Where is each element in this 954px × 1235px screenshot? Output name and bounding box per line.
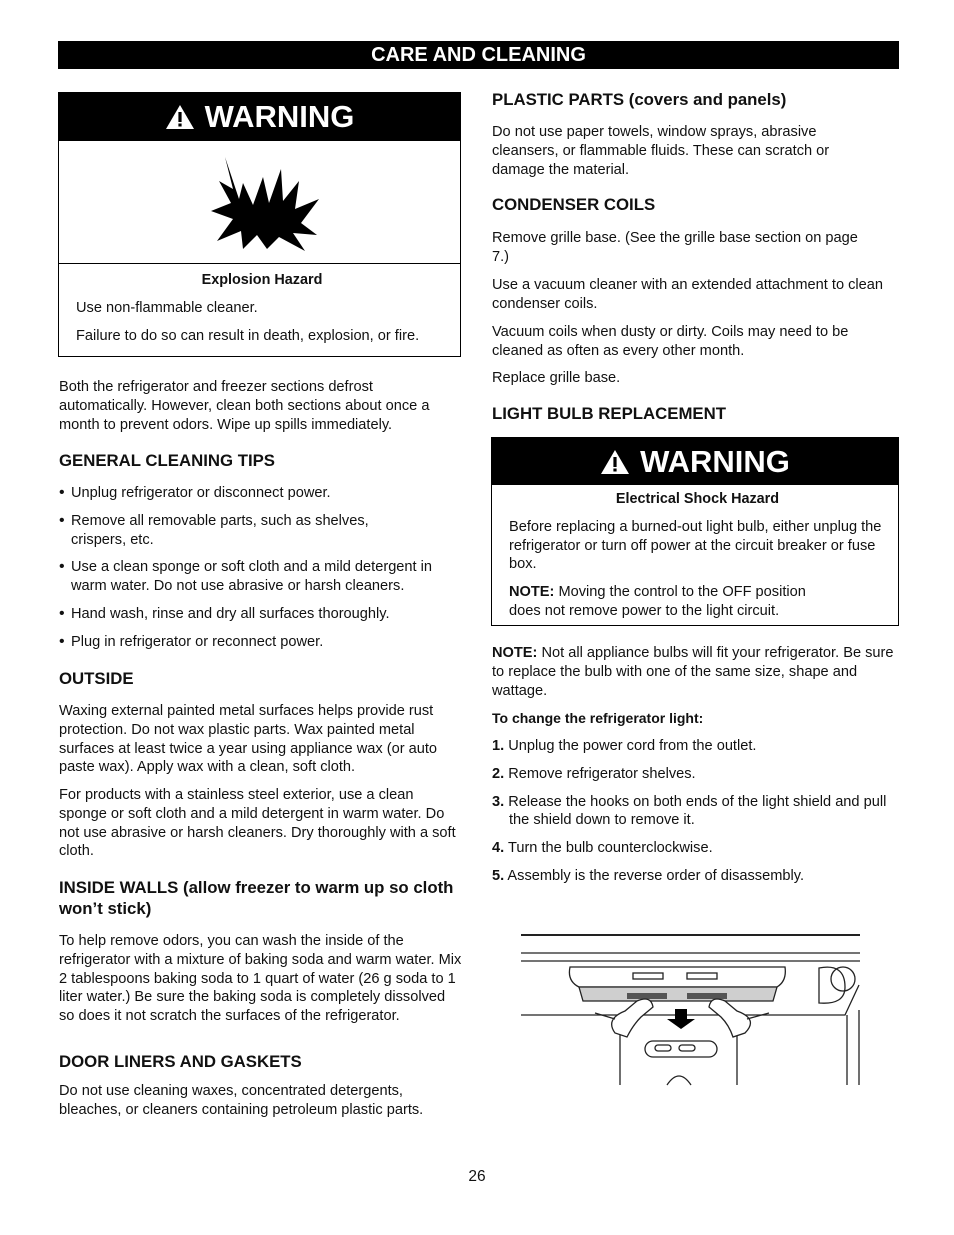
bulb-note: NOTE: Not all appliance bulbs will fit your refrigerator. Be sure to replace the bulb with one of the same size, shape and wattage.: [492, 645, 894, 699]
hazard-title: Electrical Shock Hazard: [615, 491, 780, 507]
explosion-icon: [209, 153, 329, 253]
step-item: 5. Assembly is the reverse order of disassembly.: [492, 867, 804, 884]
list-item: • Use a clean sponge or soft cloth and a mild detergent in warm water. Do not use abrasive or harsh cleaners.: [59, 558, 433, 595]
warning-text-1: Use non-flammable cleaner.: [76, 299, 258, 316]
plastic-parts-paragraph: Do not use paper towels, window sprays, abrasive cleansers, or flammable fluids. These can scratch or damage the material.: [492, 124, 830, 178]
condenser-paragraph-2: Use a vacuum cleaner with an extended attachment to clean condenser coils.: [492, 277, 884, 312]
electrical-warning-box: [491, 437, 899, 626]
warning-title: WARNING: [640, 443, 790, 479]
plastic-parts-heading: PLASTIC PARTS (covers and panels): [492, 90, 787, 109]
inside-walls-heading: INSIDE WALLS (allow freezer to warm up so cloth won’t stick): [59, 878, 454, 918]
step-item: 1. Unplug the power cord from the outlet.: [492, 738, 757, 754]
list-item: • Plug in refrigerator or reconnect power.: [59, 632, 324, 650]
steps-list: [492, 737, 896, 886]
condenser-paragraph-4: Replace grille base.: [492, 370, 621, 386]
page-number: 26: [468, 1168, 486, 1185]
list-item: • Unplug refrigerator or disconnect power.: [59, 484, 331, 501]
warning-text: Before replacing a burned-out light bulb, either unplug the refrigerator or turn off power at the circuit breaker or fuse box.: [509, 518, 882, 573]
condenser-paragraph-1: Remove grille base. (See the grille base section on page 7.): [492, 230, 858, 265]
inside-walls-paragraph: To help remove odors, you can wash the inside of the refrigerator with a mixture of baking soda and warm water. Mix 2 tablespoons baking soda to 1 quart of water (26 g soda to 1 liter water.) Be sure the baking soda is completely dissolved so does it not scratch the surfaces of the refrigerator.: [59, 933, 462, 1025]
outside-paragraph-1: Waxing external painted metal surfaces helps provide rust protection. Do not wax plastic parts. Wax painted metal surfaces at least twice a year using appliance wax (or auto paste wax). Apply wax with a clean, soft cloth.: [59, 703, 438, 776]
warning-note: NOTE: Moving the control to the OFF position does not remove power to the light circuit.: [509, 584, 806, 619]
change-light-heading: To change the refrigerator light:: [492, 710, 704, 726]
general-cleaning-list: [59, 484, 463, 652]
warning-triangle-icon: [600, 449, 630, 475]
light-bulb-heading: LIGHT BULB REPLACEMENT: [492, 404, 726, 423]
warning-triangle-icon: [165, 104, 195, 130]
condenser-coils-heading: CONDENSER COILS: [492, 195, 656, 214]
door-liners-heading: DOOR LINERS AND GASKETS: [59, 1052, 302, 1071]
step-item: 3. Release the hooks on both ends of the light shield and pull the shield down to remove it.: [492, 793, 887, 829]
section-banner: CARE AND CLEANING: [58, 41, 899, 69]
step-item: 4. Turn the bulb counterclockwise.: [492, 840, 713, 857]
warning-title: WARNING: [204, 99, 355, 134]
warning-header: [59, 93, 460, 141]
warning-text-2: Failure to do so can result in death, explosion, or fire.: [76, 327, 420, 344]
explosion-graphic-area: [59, 141, 460, 263]
explosion-warning-box: [58, 92, 461, 357]
hazard-title: Explosion Hazard: [201, 272, 323, 288]
general-cleaning-heading: GENERAL CLEANING TIPS: [59, 451, 276, 470]
list-item: • Remove all removable parts, such as shelves, crispers, etc.: [59, 511, 369, 548]
outside-paragraph-2: For products with a stainless steel exterior, use a clean sponge or soft cloth and a mild detergent in warm water. Do not use abrasive or harsh cleaners. Dry thoroughly with a soft cloth.: [59, 787, 456, 860]
list-item: • Hand wash, rinse and dry all surfaces thoroughly.: [59, 604, 390, 622]
condenser-paragraph-3: Vacuum coils when dusty or dirty. Coils may need to be cleaned as often as every other month.: [492, 324, 849, 359]
step-item: 2. Remove refrigerator shelves.: [492, 765, 696, 782]
outside-heading: OUTSIDE: [59, 669, 134, 688]
door-liners-paragraph: Do not use cleaning waxes, concentrated detergents, bleaches, or cleaners containing petroleum plastic parts.: [59, 1083, 424, 1118]
intro-paragraph: Both the refrigerator and freezer sections defrost automatically. However, clean both sections about once a month to prevent odors. Wipe up spills immediately.: [59, 379, 430, 433]
warning-header: [492, 438, 898, 485]
light-shield-illustration: [515, 915, 860, 1087]
